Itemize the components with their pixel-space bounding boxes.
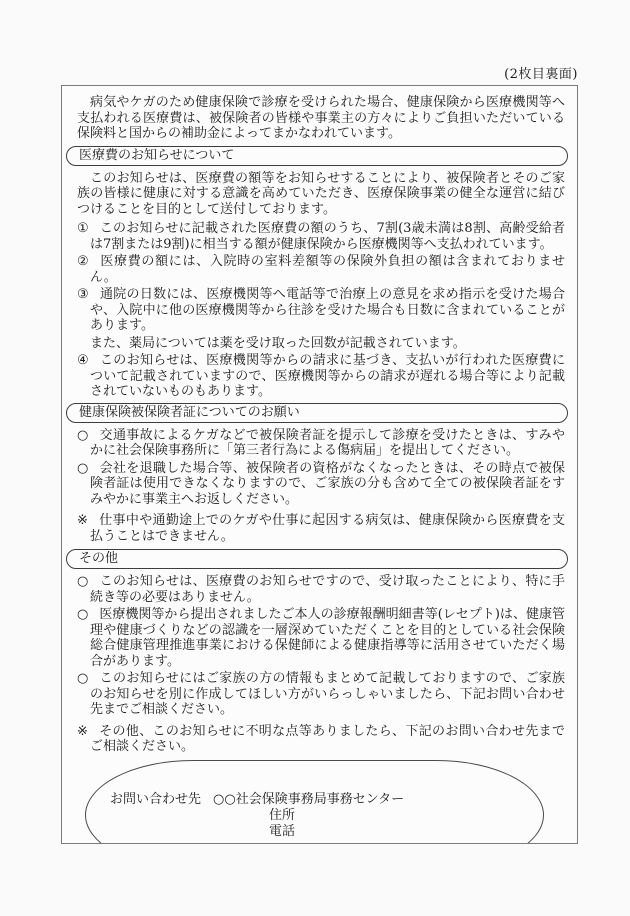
item-text: 交通事故によるケガなどで被保険者証を提示して診療を受けたときは、すみやかに社会保険事務所に「第三者行為による傷病届」を提出してください。: [90, 427, 565, 458]
item-marker: ④: [77, 353, 89, 368]
circle-marker: ○: [77, 607, 89, 622]
asterisk-marker: ※: [77, 723, 89, 739]
item-marker: ①: [77, 221, 89, 236]
circle-item: [77, 574, 565, 605]
note-text: その他、このお知らせに不明な点等ありましたら、下記のお問い合わせ先までご相談ください。: [90, 723, 565, 754]
item-text: このお知らせは、医療機関等からの請求に基づき、支払いが行われた医療費について記載されていますので、医療機関等からの請求が遅れる場合等により記載されていないものもあります。: [90, 353, 566, 399]
contact-line: [86, 792, 543, 808]
item-text: このお知らせにはご家族の方の情報もまとめて記載しておりますので、ご家族のお知らせを別に作成してほしい方がいらっしゃいましたら、下記お問い合わせ先までご相談ください。: [90, 671, 565, 717]
item-text: このお知らせに記載された医療費の額のうち、7割(3歳未満は8割、高齢受給者は7割または9割)に相当する額が健康保険から医療機関等へ支払われています。: [90, 221, 566, 252]
sheet-side-label: (2枚目裏面): [504, 67, 578, 82]
item-marker: ③: [77, 287, 89, 302]
section-title-other: その他: [66, 549, 568, 569]
item-text: 医療費の額には、入院時の室料差額等の保険外負担の額は含まれておりません。: [90, 254, 565, 285]
numbered-item-2: [77, 254, 565, 285]
numbered-item-3-subtext: また、薬局については薬を受け取った回数が記載されています。: [90, 335, 466, 351]
intro-paragraph: 病気やケガのため健康保険で診療を受けられた場合、健康保険から医療機関等へ支払われる医療費は、被保険者の皆様や事業主の方々によりご負担いただいている保険料と国からの補助金によってまかなわれています。: [77, 95, 565, 141]
asterisk-note: [77, 724, 565, 755]
contact-label: お問い合わせ先: [110, 791, 202, 807]
numbered-item-1: [77, 221, 565, 252]
circle-marker: ○: [77, 427, 89, 443]
circle-marker: ○: [77, 460, 89, 476]
item-text: 医療機関等から提出されましたご本人の診療報酬明細書等(レセプト)は、健康管理や健康づくりなどの認識を一層深めていただくことを目的としている社会保険総合健康管理推進事業における保健師による健康指導等に活用させていただく場合があります。: [90, 607, 565, 669]
contact-address-label: 住所: [269, 807, 296, 823]
circle-marker: ○: [77, 671, 89, 686]
circle-item: [77, 607, 565, 669]
numbered-item-3: [77, 287, 565, 334]
numbered-item-4: [77, 353, 565, 400]
section1-lead-paragraph: このお知らせは、医療費の額等をお知らせすることにより、被保険者とそのご家族の皆様に健康に対する意識を高めていただき、医療保険事業の健全な運営に結びつけることを目的として送付しております。: [77, 170, 565, 217]
circle-item: [77, 428, 565, 459]
circle-marker: ○: [77, 574, 89, 589]
section-title-medical-expense-notice: 医療費のお知らせについて: [66, 146, 568, 166]
circle-item: [77, 671, 565, 718]
contact-center-name: ○○社会保険事務局事務センター: [213, 791, 405, 807]
asterisk-marker: ※: [77, 513, 89, 528]
document-frame: [61, 85, 578, 844]
item-text: 会社を退職した場合等、被保険者の資格がなくなったときは、その時点で被保険者証は使用できなくなりますので、ご家族の分も含めて全ての被保険者証をすみやかに事業主へお返しください。: [90, 460, 565, 507]
contact-phone-label: 電話: [269, 823, 296, 839]
asterisk-note: [77, 513, 565, 544]
note-text: 仕事中や通勤途上でのケガや仕事に起因する病気は、健康保険から医療費を支払うことはできません。: [90, 513, 565, 544]
item-text: 通院の日数には、医療機関等へ電話等で治療上の意見を求め指示を受けた場合や、入院中に他の医療機関等から往診を受けた場合も日数に含まれていることがあります。: [90, 287, 565, 333]
section-title-insurance-card-request: 健康保険被保険者証についてのお願い: [66, 403, 568, 423]
circle-item: [77, 461, 565, 508]
contact-box: [85, 760, 544, 845]
item-text: このお知らせは、医療費のお知らせですので、受け取ったことにより、特に手続き等の必要はありません。: [90, 574, 566, 605]
item-marker: ②: [77, 254, 90, 269]
